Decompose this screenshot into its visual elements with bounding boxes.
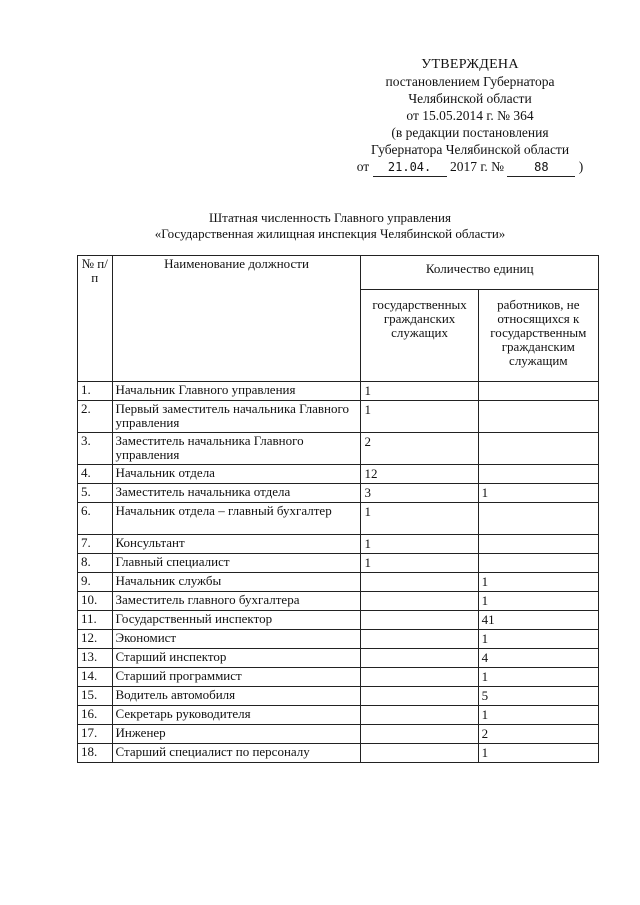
- table-row: [78, 401, 599, 433]
- header-quantity: Количество единиц: [361, 256, 599, 290]
- table-row: [78, 744, 599, 763]
- row-position-name: Начальник службы: [112, 573, 361, 592]
- table-row: [78, 382, 599, 401]
- table-row: [78, 465, 599, 484]
- document-title-line-1: Штатная численность Главного управления: [209, 210, 451, 225]
- row-position-name: Заместитель главного бухгалтера: [112, 592, 361, 611]
- row-other-count: 1: [478, 706, 598, 725]
- row-position-name: Государственный инспектор: [112, 611, 361, 630]
- table-row: [78, 706, 599, 725]
- table-row: [78, 630, 599, 649]
- approval-block: [340, 56, 600, 177]
- table-row: [78, 649, 599, 668]
- header-number: № п/п: [78, 256, 113, 382]
- table-row: [78, 668, 599, 687]
- row-other-count: 5: [478, 687, 598, 706]
- row-civil-count: 1: [361, 535, 478, 554]
- row-civil-count: [361, 573, 478, 592]
- row-civil-count: 1: [361, 401, 478, 433]
- row-civil-count: 2: [361, 433, 478, 465]
- row-civil-count: [361, 592, 478, 611]
- row-position-name: Старший инспектор: [112, 649, 361, 668]
- row-civil-count: [361, 668, 478, 687]
- row-number: 8.: [78, 554, 113, 573]
- table-row: [78, 725, 599, 744]
- row-other-count: [478, 401, 598, 433]
- row-position-name: Начальник отдела – главный бухгалтер: [112, 503, 361, 535]
- row-other-count: [478, 465, 598, 484]
- row-other-count: [478, 503, 598, 535]
- row-number: 1.: [78, 382, 113, 401]
- amendment-number: 88: [507, 159, 575, 177]
- row-civil-count: [361, 687, 478, 706]
- row-civil-count: 1: [361, 382, 478, 401]
- row-other-count: 1: [478, 592, 598, 611]
- row-number: 16.: [78, 706, 113, 725]
- row-number: 13.: [78, 649, 113, 668]
- amendment-year: 2017 г. №: [449, 159, 504, 174]
- table-row: [78, 484, 599, 503]
- row-position-name: Секретарь руководителя: [112, 706, 361, 725]
- table-row: [78, 554, 599, 573]
- table-row: [78, 687, 599, 706]
- approval-line-2: Челябинской области: [408, 91, 532, 106]
- row-other-count: 4: [478, 649, 598, 668]
- table-row: [78, 535, 599, 554]
- row-civil-count: 1: [361, 503, 478, 535]
- table-row: [78, 503, 599, 535]
- row-civil-count: [361, 611, 478, 630]
- row-position-name: Старший программист: [112, 668, 361, 687]
- document-title-line-2: «Государственная жилищная инспекция Челябинской области»: [154, 226, 506, 241]
- row-position-name: Водитель автомобиля: [112, 687, 361, 706]
- row-number: 15.: [78, 687, 113, 706]
- row-other-count: 41: [478, 611, 598, 630]
- row-number: 5.: [78, 484, 113, 503]
- row-other-count: 1: [478, 744, 598, 763]
- approval-title: УТВЕРЖДЕНА: [421, 57, 519, 72]
- amendment-prefix: от: [356, 159, 370, 174]
- row-other-count: 1: [478, 668, 598, 687]
- row-number: 6.: [78, 503, 113, 535]
- row-position-name: Консультант: [112, 535, 361, 554]
- row-civil-count: [361, 630, 478, 649]
- header-position-name: Наименование должности: [112, 256, 361, 382]
- header-other-workers: работников, не относящихся к государственным гражданским служащим: [478, 290, 598, 382]
- row-number: 4.: [78, 465, 113, 484]
- row-position-name: Главный специалист: [112, 554, 361, 573]
- row-other-count: [478, 554, 598, 573]
- approval-line-5: Губернатора Челябинской области: [370, 142, 570, 157]
- row-civil-count: [361, 744, 478, 763]
- row-number: 3.: [78, 433, 113, 465]
- row-position-name: Заместитель начальника отдела: [112, 484, 361, 503]
- row-number: 18.: [78, 744, 113, 763]
- staffing-table: [77, 255, 599, 763]
- table-row: [78, 573, 599, 592]
- row-number: 17.: [78, 725, 113, 744]
- row-number: 12.: [78, 630, 113, 649]
- row-number: 2.: [78, 401, 113, 433]
- row-position-name: Начальник Главного управления: [112, 382, 361, 401]
- row-civil-count: 12: [361, 465, 478, 484]
- row-civil-count: [361, 706, 478, 725]
- row-other-count: 1: [478, 573, 598, 592]
- row-position-name: Первый заместитель начальника Главного управления: [112, 401, 361, 433]
- table-body: [78, 382, 599, 763]
- row-civil-count: [361, 649, 478, 668]
- table-header-row: [78, 256, 599, 290]
- row-number: 9.: [78, 573, 113, 592]
- row-position-name: Начальник отдела: [112, 465, 361, 484]
- document-title: [60, 210, 600, 242]
- row-other-count: 2: [478, 725, 598, 744]
- row-number: 14.: [78, 668, 113, 687]
- row-other-count: 1: [478, 630, 598, 649]
- approval-line-4: (в редакции постановления: [391, 125, 549, 140]
- row-position-name: Инженер: [112, 725, 361, 744]
- row-position-name: Экономист: [112, 630, 361, 649]
- approval-line-1: постановлением Губернатора: [385, 74, 555, 89]
- row-other-count: 1: [478, 484, 598, 503]
- row-other-count: [478, 535, 598, 554]
- header-civil-servants: государственных гражданских служащих: [361, 290, 478, 382]
- row-number: 10.: [78, 592, 113, 611]
- table-row: [78, 611, 599, 630]
- approval-line-3: от 15.05.2014 г. № 364: [406, 108, 534, 123]
- row-other-count: [478, 433, 598, 465]
- row-other-count: [478, 382, 598, 401]
- row-position-name: Заместитель начальника Главного управления: [112, 433, 361, 465]
- row-number: 11.: [78, 611, 113, 630]
- row-civil-count: 1: [361, 554, 478, 573]
- row-civil-count: [361, 725, 478, 744]
- row-civil-count: 3: [361, 484, 478, 503]
- table-row: [78, 433, 599, 465]
- amendment-suffix: ): [578, 159, 584, 174]
- row-number: 7.: [78, 535, 113, 554]
- amendment-line: [340, 158, 600, 177]
- row-position-name: Старший специалист по персоналу: [112, 744, 361, 763]
- table-row: [78, 592, 599, 611]
- amendment-date: 21.04.: [373, 159, 447, 177]
